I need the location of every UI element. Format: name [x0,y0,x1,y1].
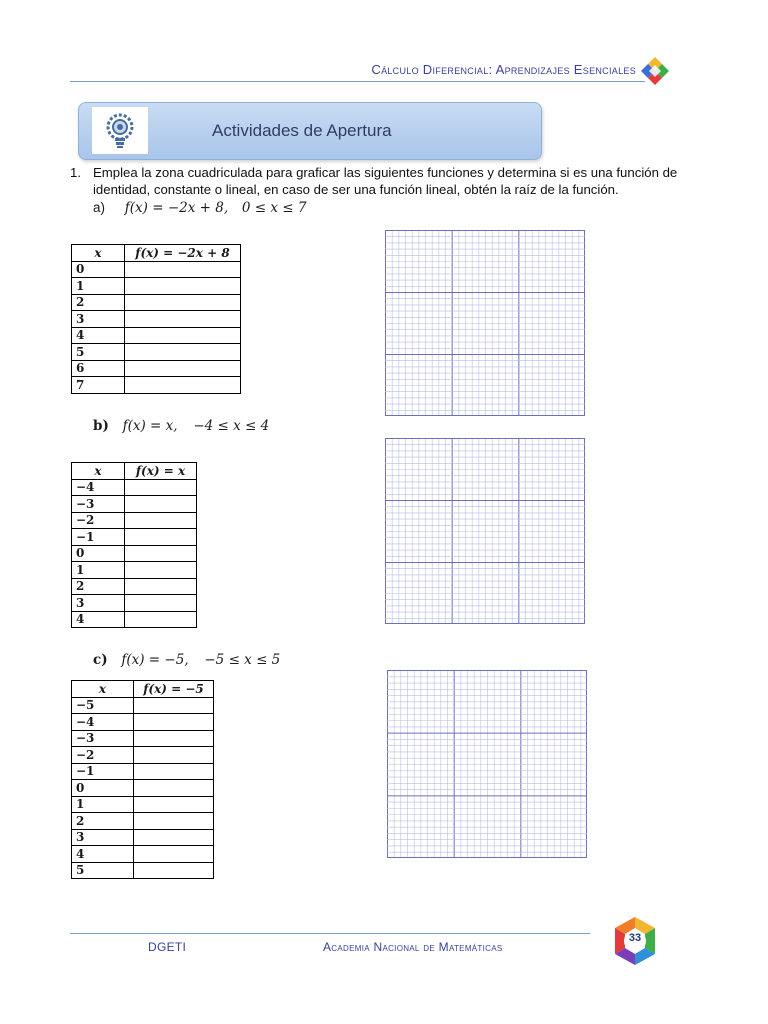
table-row [72,829,214,846]
x-value-cell: 3 [72,829,134,846]
x-value-cell: −1 [72,763,134,780]
table-row [72,496,197,513]
column-header-fx: f(x) = −2x + 8 [125,245,241,262]
fx-input-cell[interactable] [134,730,214,747]
table-row [72,261,241,278]
item-label: b) [93,418,109,434]
table-row [72,763,214,780]
question-number: 1. [70,165,81,180]
x-value-cell: 4 [72,327,125,344]
values-table-c [71,680,214,879]
item-domain: −4 ≤ x ≤ 4 [193,418,270,434]
table-row [72,294,241,311]
table-row [72,360,241,377]
x-value-cell: 3 [72,311,125,328]
banner-title: Actividades de Apertura [212,121,392,140]
table-row [72,512,197,529]
item-c-statement [93,652,280,668]
x-value-cell: −1 [72,529,125,546]
graph-grid-b[interactable] [385,438,585,624]
fx-input-cell[interactable] [125,344,241,361]
x-value-cell: 0 [72,780,134,797]
fx-input-cell[interactable] [134,813,214,830]
table-row [72,479,197,496]
item-formula: f(x) = −2x + 8, [124,200,229,216]
question-text: Emplea la zona cuadriculada para graficar las siguientes funciones y determina si es una función de identidad, constante o lineal, en caso de ser una función lineal, obtén la raíz de la función. [93,165,678,197]
table-row [72,813,214,830]
item-a-statement [93,200,306,216]
footer-right-text: Academia Nacional de Matemáticas [323,940,503,954]
table-row [72,714,214,731]
fx-input-cell[interactable] [134,862,214,879]
fx-input-cell[interactable] [134,780,214,797]
table-row [72,344,241,361]
x-value-cell: 0 [72,261,125,278]
x-value-cell: 7 [72,377,125,394]
graph-grid-a[interactable] [385,230,585,416]
table-row [72,545,197,562]
x-value-cell: −4 [72,479,125,496]
table-row [72,747,214,764]
table-row [72,377,241,394]
x-value-cell: 2 [72,578,125,595]
x-value-cell: 1 [72,796,134,813]
x-value-cell: −3 [72,496,125,513]
column-header-fx: f(x) = −5 [134,681,214,698]
values-table-a [71,244,241,394]
fx-input-cell[interactable] [125,479,197,496]
fx-input-cell[interactable] [125,294,241,311]
fx-input-cell[interactable] [125,311,241,328]
fx-input-cell[interactable] [125,611,197,628]
fx-input-cell[interactable] [125,529,197,546]
table-row [72,529,197,546]
x-value-cell: 4 [72,846,134,863]
table-row [72,862,214,879]
header-divider [70,81,645,82]
page-number: 33 [628,932,642,944]
header-title: Cálculo Diferencial: Aprendizajes Esenciales [371,62,636,77]
fx-input-cell[interactable] [134,829,214,846]
banner-icon-frame [92,107,148,154]
table-row [72,611,197,628]
footer-divider [70,933,590,934]
x-value-cell: −4 [72,714,134,731]
table-row [72,327,241,344]
graph-grid-c[interactable] [387,670,587,858]
table-row [72,697,214,714]
x-value-cell: 2 [72,813,134,830]
table-row [72,780,214,797]
x-value-cell: 5 [72,862,134,879]
fx-input-cell[interactable] [125,327,241,344]
fx-input-cell[interactable] [134,697,214,714]
item-b-statement [93,418,269,434]
values-table-b [71,462,197,628]
item-formula: f(x) = x, [122,418,178,434]
x-value-cell: 3 [72,595,125,612]
table-row [72,595,197,612]
table-row [72,846,214,863]
column-header-x: x [72,681,134,698]
fx-input-cell[interactable] [125,512,197,529]
item-domain: −5 ≤ x ≤ 5 [204,652,281,668]
x-value-cell: 1 [72,278,125,295]
x-value-cell: −2 [72,512,125,529]
x-value-cell: 1 [72,562,125,579]
x-value-cell: −5 [72,697,134,714]
x-value-cell: 2 [72,294,125,311]
x-value-cell: 6 [72,360,125,377]
fx-input-cell[interactable] [125,545,197,562]
fx-input-cell[interactable] [134,747,214,764]
fx-input-cell[interactable] [134,763,214,780]
x-value-cell: −3 [72,730,134,747]
fx-input-cell[interactable] [125,578,197,595]
fx-input-cell[interactable] [125,360,241,377]
item-label: a) [93,200,106,215]
item-formula: f(x) = −5, [121,652,189,668]
fx-input-cell[interactable] [125,278,241,295]
lightbulb-gear-icon [92,107,148,154]
table-row [72,278,241,295]
item-label: c) [93,652,108,668]
table-row [72,562,197,579]
fx-input-cell[interactable] [125,595,197,612]
fx-input-cell[interactable] [134,796,214,813]
table-row [72,578,197,595]
table-row [72,796,214,813]
item-domain: 0 ≤ x ≤ 7 [241,200,307,216]
fx-input-cell[interactable] [125,562,197,579]
x-value-cell: 0 [72,545,125,562]
x-value-cell: 4 [72,611,125,628]
x-value-cell: −2 [72,747,134,764]
column-header-fx: f(x) = x [125,463,197,480]
footer-left-text: DGETI [148,940,187,954]
table-row [72,730,214,747]
column-header-x: x [72,245,125,262]
fx-input-cell[interactable] [125,377,241,394]
table-row [72,311,241,328]
column-header-x: x [72,463,125,480]
diamond-logo-icon [640,56,670,86]
fx-input-cell[interactable] [125,261,241,278]
fx-input-cell[interactable] [125,496,197,513]
fx-input-cell[interactable] [134,846,214,863]
x-value-cell: 5 [72,344,125,361]
fx-input-cell[interactable] [134,714,214,731]
